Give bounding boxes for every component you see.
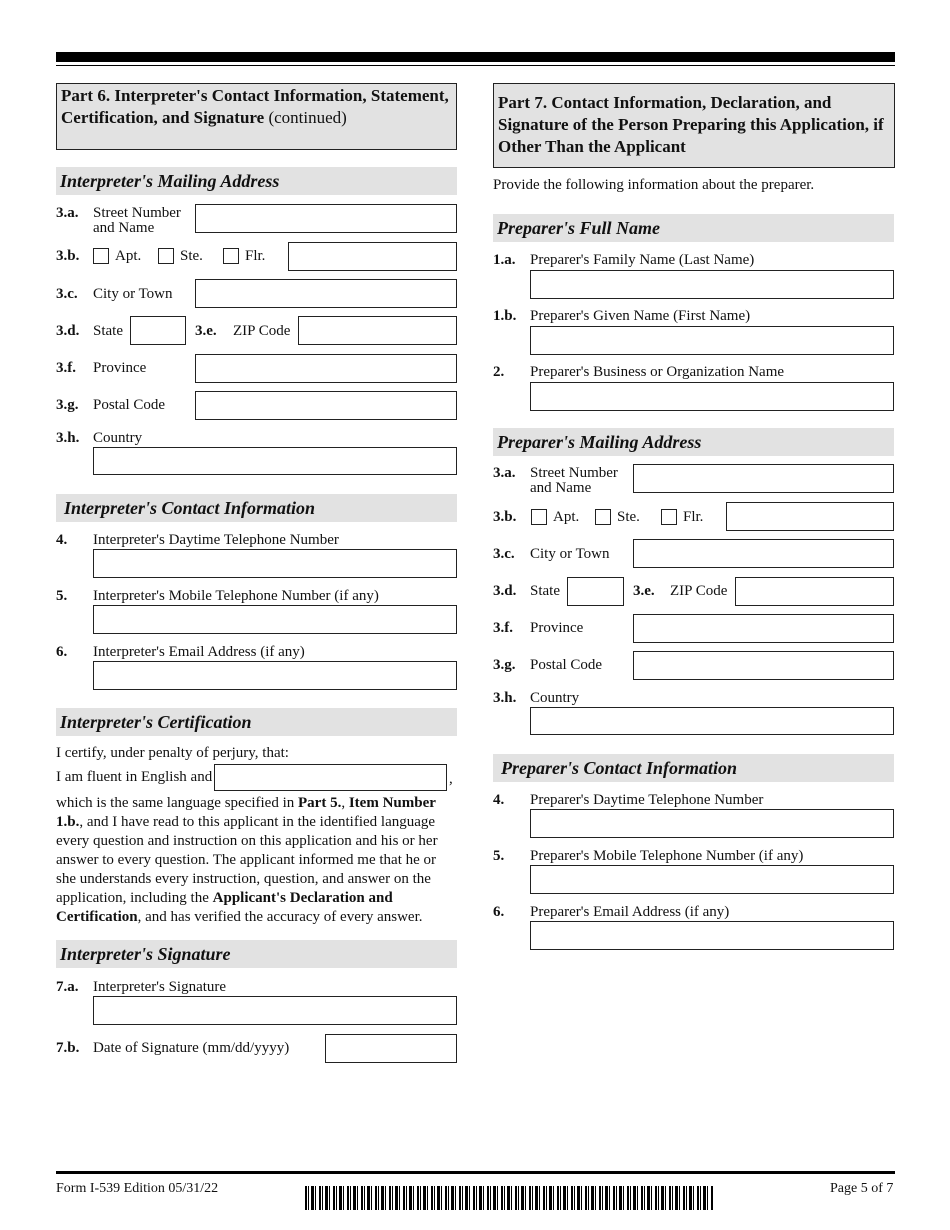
field-label: Date of Signature (mm/dd/yyyy) xyxy=(93,1040,290,1056)
certification-intro: I certify, under penalty of perjury, that: xyxy=(56,745,289,761)
field-label: Postal Code xyxy=(530,657,603,673)
item-number: 2. xyxy=(493,364,505,380)
item-number: 3.f. xyxy=(493,620,513,636)
field-label: Country xyxy=(530,690,580,706)
item-number: 1.b. xyxy=(493,308,517,324)
field-label: City or Town xyxy=(93,286,173,302)
item-number: 5. xyxy=(56,588,68,604)
interpreter-flr-checkbox[interactable] xyxy=(223,248,239,264)
interpreter-mailing-section-title: Interpreter's Mailing Address xyxy=(56,167,457,195)
field-label: Country xyxy=(93,430,143,446)
preparer-email-input[interactable] xyxy=(530,921,894,950)
preparer-zip-input[interactable] xyxy=(735,577,894,606)
field-label: Interpreter's Signature xyxy=(93,979,227,995)
field-label: Ste. xyxy=(180,248,203,264)
interpreter-postal-code-input[interactable] xyxy=(195,391,457,420)
part6-heading xyxy=(56,83,457,150)
interpreter-signature-input[interactable] xyxy=(93,996,457,1025)
field-label: Preparer's Family Name (Last Name) xyxy=(530,252,755,268)
interpreter-signature-section-title: Interpreter's Signature xyxy=(56,940,457,968)
field-label: Flr. xyxy=(245,248,266,264)
preparer-unit-number-input[interactable] xyxy=(726,502,894,531)
field-label: Ste. xyxy=(617,509,640,525)
footer-rule xyxy=(56,1171,895,1174)
interpreter-unit-number-input[interactable] xyxy=(288,242,457,271)
interpreter-certification-section-title: Interpreter's Certification xyxy=(56,708,457,736)
item-number: 3.e. xyxy=(195,323,217,339)
field-label: ZIP Code xyxy=(233,323,291,339)
interpreter-city-input[interactable] xyxy=(195,279,457,308)
interpreter-state-input[interactable] xyxy=(130,316,186,345)
preparer-state-input[interactable] xyxy=(567,577,624,606)
certification-statement: which is the same language specified in Part 5., Item Number 1.b., and I have read to this applicant in the identified language every question and instruction on this application and his or her answer to every question. The applicant informed me that he or she understands every instruction, question, and answer on the application, including the Applicant's Declaration and Certification, and has verified the accuracy of every answer. xyxy=(56,795,438,925)
barcode xyxy=(305,1186,713,1210)
page-number: Page 5 of 7 xyxy=(830,1181,894,1196)
field-label: Interpreter's Email Address (if any) xyxy=(93,644,305,660)
field-label: and Name xyxy=(530,480,592,496)
preparer-city-input[interactable] xyxy=(633,539,894,568)
field-label: Apt. xyxy=(553,509,580,525)
form-edition: Form I-539 Edition 05/31/22 xyxy=(56,1181,219,1196)
field-label: City or Town xyxy=(530,546,610,562)
interpreter-province-input[interactable] xyxy=(195,354,457,383)
field-label: Postal Code xyxy=(93,397,166,413)
item-number: 3.d. xyxy=(493,583,517,599)
item-number: 5. xyxy=(493,848,505,864)
item-number: 3.a. xyxy=(56,205,79,221)
certification-comma: , xyxy=(449,771,453,787)
item-number: 3.f. xyxy=(56,360,76,376)
item-number: 3.d. xyxy=(56,323,80,339)
preparer-business-name-input[interactable] xyxy=(530,382,894,411)
part6-heading-title: Part 6. Interpreter's Contact Information, Statement, Certification, and Signature xyxy=(61,86,449,127)
field-label: Interpreter's Mobile Telephone Number (if any) xyxy=(93,588,379,604)
interpreter-daytime-phone-input[interactable] xyxy=(93,549,457,578)
field-label: State xyxy=(93,323,123,339)
part7-intro: Provide the following information about the preparer. xyxy=(493,177,815,193)
field-label: Preparer's Business or Organization Name xyxy=(530,364,785,380)
field-label: Street Number xyxy=(93,205,181,221)
preparer-fullname-section-title: Preparer's Full Name xyxy=(493,214,894,242)
item-number: 3.b. xyxy=(56,248,80,264)
interpreter-ste-checkbox[interactable] xyxy=(158,248,174,264)
field-label: and Name xyxy=(93,220,155,236)
interpreter-language-input[interactable] xyxy=(214,764,447,791)
interpreter-signature-date-input[interactable] xyxy=(325,1034,457,1063)
item-number: 3.h. xyxy=(56,430,80,446)
preparer-province-input[interactable] xyxy=(633,614,894,643)
interpreter-contact-section-title: Interpreter's Contact Information xyxy=(56,494,457,522)
top-rule-thick xyxy=(56,52,895,62)
field-label: Preparer's Given Name (First Name) xyxy=(530,308,751,324)
interpreter-apt-checkbox[interactable] xyxy=(93,248,109,264)
interpreter-mobile-phone-input[interactable] xyxy=(93,605,457,634)
item-number: 3.c. xyxy=(493,546,515,562)
field-label: ZIP Code xyxy=(670,583,728,599)
item-number: 3.h. xyxy=(493,690,517,706)
preparer-ste-checkbox[interactable] xyxy=(595,509,611,525)
field-label: Apt. xyxy=(115,248,142,264)
field-label: Interpreter's Daytime Telephone Number xyxy=(93,532,339,548)
preparer-given-name-input[interactable] xyxy=(530,326,894,355)
item-number: 3.c. xyxy=(56,286,78,302)
item-number: 3.a. xyxy=(493,465,516,481)
item-number: 7.b. xyxy=(56,1040,80,1056)
interpreter-country-input[interactable] xyxy=(93,447,457,475)
field-label: State xyxy=(530,583,560,599)
preparer-country-input[interactable] xyxy=(530,707,894,735)
item-number: 7.a. xyxy=(56,979,79,995)
item-number: 3.g. xyxy=(493,657,516,673)
field-label: Flr. xyxy=(683,509,704,525)
field-label: Preparer's Mobile Telephone Number (if any) xyxy=(530,848,804,864)
preparer-street-input[interactable] xyxy=(633,464,894,493)
interpreter-zip-input[interactable] xyxy=(298,316,457,345)
preparer-mailing-section-title: Preparer's Mailing Address xyxy=(493,428,894,456)
field-label: Province xyxy=(530,620,584,636)
item-number: 3.e. xyxy=(633,583,655,599)
preparer-mobile-phone-input[interactable] xyxy=(530,865,894,894)
item-number: 4. xyxy=(56,532,68,548)
top-rule-thin xyxy=(56,65,895,66)
field-label: Street Number xyxy=(530,465,618,481)
part6-heading-continued: (continued) xyxy=(268,108,347,127)
certification-fluent-label: I am fluent in English and xyxy=(56,769,213,785)
preparer-flr-checkbox[interactable] xyxy=(661,509,677,525)
interpreter-street-input[interactable] xyxy=(195,204,457,233)
field-label: Preparer's Email Address (if any) xyxy=(530,904,730,920)
field-label: Preparer's Daytime Telephone Number xyxy=(530,792,764,808)
interpreter-email-input[interactable] xyxy=(93,661,457,690)
part7-heading: Part 7. Contact Information, Declaration, and Signature of the Person Preparing this Application, if Other Than the Applicant xyxy=(493,83,895,168)
item-number: 3.g. xyxy=(56,397,79,413)
item-number: 6. xyxy=(493,904,505,920)
item-number: 4. xyxy=(493,792,505,808)
field-label: Province xyxy=(93,360,147,376)
item-number: 6. xyxy=(56,644,68,660)
preparer-apt-checkbox[interactable] xyxy=(531,509,547,525)
preparer-family-name-input[interactable] xyxy=(530,270,894,299)
preparer-contact-section-title: Preparer's Contact Information xyxy=(493,754,894,782)
item-number: 3.b. xyxy=(493,509,517,525)
preparer-postal-code-input[interactable] xyxy=(633,651,894,680)
preparer-daytime-phone-input[interactable] xyxy=(530,809,894,838)
item-number: 1.a. xyxy=(493,252,516,268)
